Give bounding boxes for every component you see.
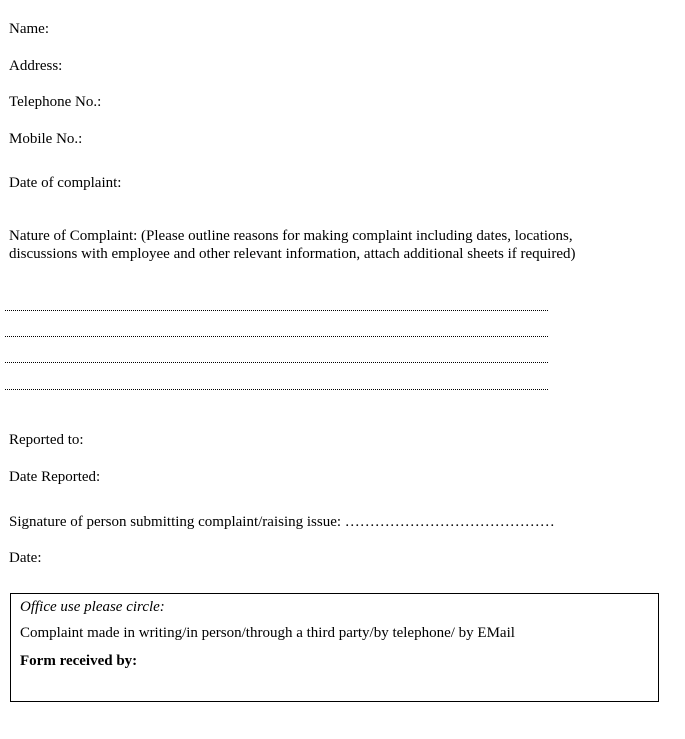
date-reported-label: Date Reported: <box>9 469 101 485</box>
reported-to-label: Reported to: <box>9 432 84 448</box>
complaint-method-options: Complaint made in writing/in person/through a third party/by telephone/ by EMail <box>20 625 515 641</box>
address-label: Address: <box>9 58 63 74</box>
signature-label: Signature of person submitting complaint/raising issue: …………………………………… <box>9 514 555 530</box>
complaint-answer-line[interactable] <box>5 336 548 337</box>
complaint-answer-line[interactable] <box>5 362 548 363</box>
complaint-answer-line[interactable] <box>5 389 548 390</box>
office-use-heading: Office use please circle: <box>20 599 165 615</box>
complaint-answer-line[interactable] <box>5 310 548 311</box>
mobile-label: Mobile No.: <box>9 131 83 147</box>
form-received-by-label: Form received by: <box>20 653 138 669</box>
date-of-complaint-label: Date of complaint: <box>9 175 122 191</box>
office-use-box <box>10 593 659 702</box>
telephone-label: Telephone No.: <box>9 94 102 110</box>
name-label: Name: <box>9 21 49 37</box>
nature-of-complaint-label: Nature of Complaint: (Please outline reasons for making complaint including dates, locations, discussions with employee and other relevant information, attach additional sheets if required) <box>9 228 576 262</box>
date-label: Date: <box>9 550 42 566</box>
